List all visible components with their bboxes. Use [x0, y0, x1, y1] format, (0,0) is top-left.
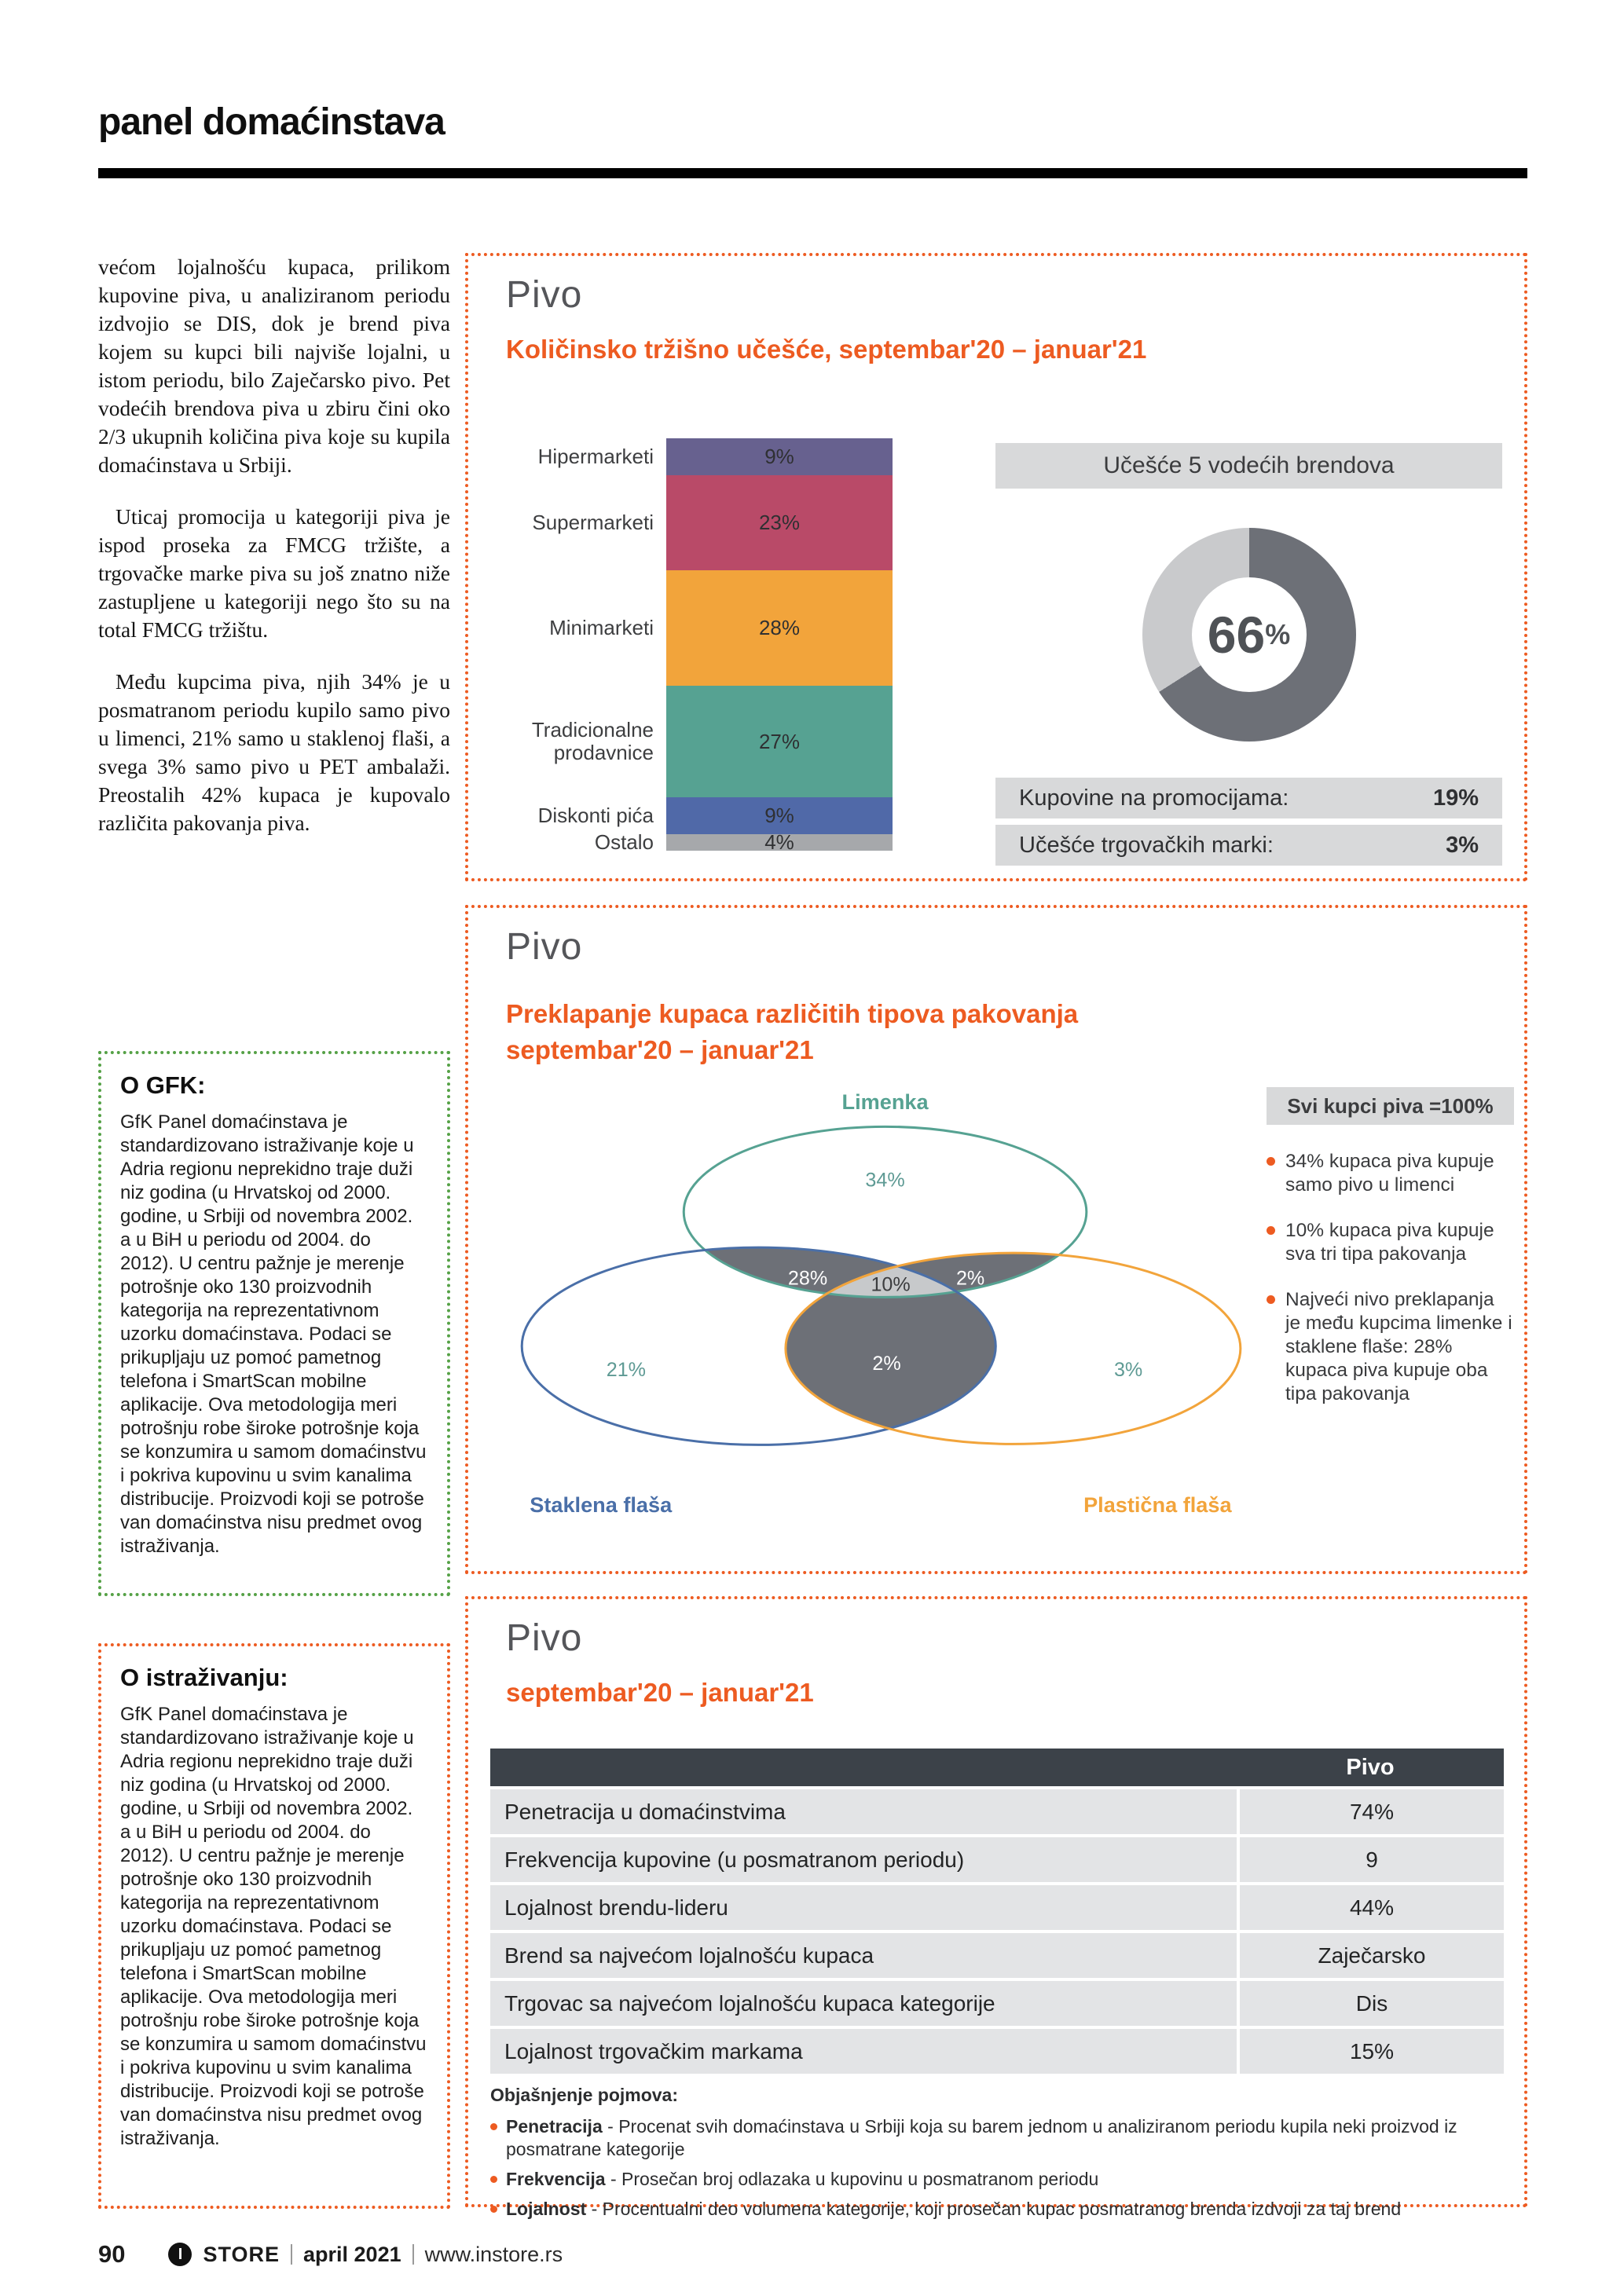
- stacked-bar-chart: [500, 438, 893, 854]
- table-row: [490, 1885, 1504, 1930]
- article-paragraph-1: većom lojalnošću kupaca, prilikom kupovine piva, u analiziranom periodu izdvojio se DIS, dok je brend piva kojem su kupci bili najviše lojalni, u istom periodu, bilo Zaječarsko pivo. Pet vodećih brendova piva u zbiru čini oko 2/3 ukupnih količina piva koje su kupila domaćinstava u Srbiji.: [98, 255, 450, 477]
- promo-purchases-label: Kupovine na promocijama:: [1019, 785, 1289, 811]
- gfk-box-body: GfK Panel domaćinstava je standardizovano istraživanje koje u Adria regionu neprekidno traje duži niz godina (u Hrvatskoj od 2000. godine, u Srbiji od novembra 2002. a u BiH u periodu od 2004. do 2012). U centru pažnje je merenje potrošnje oko 130 proizvodnih kategorija na reprezentativnom uzorku domaćinstava. Podaci se prikupljaju uz pomoć pametnog telefona i SmartScan mobilne aplikacije. Ova metodologija meri potrošnju robe široke potrošnje koja se konzumira u samom domaćinstvu i pokriva kupovinu u svim kanalima distribucije. Proizvodi koji se potroše van domaćinstva nisu predmet ovog istraživanja.: [120, 1111, 427, 1557]
- venn-legend-header: Svi kupci piva =100%: [1267, 1087, 1514, 1125]
- bar-chart-row: [500, 830, 893, 854]
- venn-legend-list: [1267, 1150, 1514, 1406]
- issue-date: april 2021: [303, 2242, 401, 2266]
- bar-category-label: Supermarketi: [532, 511, 654, 534]
- legend-item: [1267, 1288, 1514, 1406]
- table-row-value: Dis: [1240, 1981, 1504, 2026]
- bar-segment: [666, 797, 893, 834]
- bar-value-label: 4%: [764, 830, 794, 854]
- article-paragraph-3: Među kupcima piva, njih 34% je u posmatranom periodu kupilo samo pivo u limenci, 21% samo u staklenoj flaši, a svega 3% samo pivo u PET ambalaži. Preostalih 42% kupaca je kupovalo različita pakovanja piva.: [98, 669, 450, 835]
- bullet-dot-icon: [1267, 1226, 1275, 1235]
- glossary-item: [490, 2168, 1505, 2191]
- venn-value-staklena-only: 21%: [606, 1358, 647, 1381]
- bar-category-label: Ostalo: [594, 830, 654, 854]
- bar-segment: [666, 686, 893, 797]
- promo-purchases-row: [995, 778, 1502, 818]
- footer-divider: [291, 2244, 292, 2265]
- legend-item-text: 34% kupaca piva kupuje samo pivo u limenci: [1285, 1151, 1494, 1196]
- private-label-value: 3%: [1446, 832, 1479, 858]
- glossary-title: Objašnjenje pojmova:: [490, 2085, 678, 2105]
- donut-center-label: [1192, 577, 1307, 692]
- bullet-dot-icon: [490, 2176, 497, 2183]
- table-row-label: Trgovac sa najvećom lojalnošću kupaca kategorije: [490, 1981, 1237, 2026]
- bar-value-label: 23%: [758, 511, 801, 534]
- page-footer: [98, 2240, 563, 2269]
- table-header-spacer: [490, 1749, 1237, 1786]
- private-label-label: Učešće trgovačkih marki:: [1019, 832, 1274, 858]
- article-text-column: [98, 253, 450, 837]
- legend-item: [1267, 1150, 1514, 1197]
- donut-chart-wrap: [995, 528, 1502, 742]
- table-row-value: Zaječarsko: [1240, 1933, 1504, 1978]
- glossary-term: Frekvencija: [506, 2169, 606, 2189]
- glossary-definition: - Prosečan broj odlazaka u kupovinu u posmatranom periodu: [610, 2169, 1099, 2189]
- footer-divider: [412, 2244, 414, 2265]
- bar-chart-row: [500, 570, 893, 686]
- research-info-box: [98, 1643, 450, 2209]
- bar-segment: [666, 570, 893, 686]
- venn-set-label-limenka: Limenka: [841, 1089, 929, 1115]
- table-row: [490, 2029, 1504, 2074]
- table-row: [490, 1837, 1504, 1882]
- table-row-label: Brend sa najvećom lojalnošću kupaca: [490, 1933, 1237, 1978]
- bar-value-label: 9%: [764, 445, 794, 468]
- kpi-table-panel: [465, 1596, 1527, 2219]
- table-row-value: 74%: [1240, 1789, 1504, 1834]
- header-rule: [98, 168, 1527, 178]
- venn-value-limenka-plasticna: 2%: [955, 1267, 985, 1290]
- legend-item: [1267, 1219, 1514, 1266]
- bar-category-label: Tradicionalne prodavnice: [531, 718, 654, 764]
- bar-chart-row: [500, 475, 893, 570]
- promo-purchases-value: 19%: [1432, 785, 1479, 811]
- table-row-label: Lojalnost brendu-lideru: [490, 1885, 1237, 1930]
- bar-value-label: 27%: [758, 729, 801, 753]
- table-row-value: 44%: [1240, 1885, 1504, 1930]
- glossary: [490, 2085, 1505, 2228]
- bar-chart-row: [500, 438, 893, 475]
- panel3-subtitle: septembar'20 – januar'21: [506, 1678, 814, 1707]
- bar-category-label: Hipermarketi: [537, 445, 654, 468]
- table-row-value: 9: [1240, 1837, 1504, 1882]
- panel2-title: Pivo: [506, 926, 583, 968]
- table-row: [490, 1789, 1504, 1834]
- glossary-item-text: [506, 2115, 1505, 2161]
- venn-set-label-staklena: Staklena flaša: [530, 1492, 673, 1517]
- bar-category-label: Minimarketi: [549, 616, 654, 639]
- packaging-overlap-panel: [465, 905, 1527, 1574]
- table-header-row: [490, 1749, 1504, 1786]
- gfk-info-box: [98, 1051, 450, 1596]
- panel2-subtitle: [506, 996, 1078, 1068]
- table-row-label: Penetracija u domaćinstvima: [490, 1789, 1237, 1834]
- bar-chart-row: [500, 797, 893, 834]
- panel1-title: Pivo: [506, 274, 583, 316]
- table-row: [490, 1933, 1504, 1978]
- brands-share-header: Učešće 5 vodećih brendova: [995, 443, 1502, 489]
- table-row-value: 15%: [1240, 2029, 1504, 2074]
- venn-set-label-plasticna: Plastična flaša: [1083, 1492, 1232, 1517]
- glossary-item: [490, 2115, 1505, 2161]
- glossary-definition: - Procentualni deo volumena kategorije, koji prosečan kupac posmatranog brenda izdvoji za taj brend: [591, 2199, 1402, 2219]
- footer-brand-group: [168, 2243, 563, 2267]
- table-row-label: Frekvencija kupovine (u posmatranom periodu): [490, 1837, 1237, 1882]
- bar-value-label: 9%: [764, 804, 794, 827]
- legend-item-text: 10% kupaca piva kupuje sva tri tipa pakovanja: [1285, 1220, 1494, 1265]
- article-paragraph-2: Uticaj promocija u kategoriji piva je ispod proseka za FMCG tržište, a trgovačke marke piva su još znatno niže zastupljene u kategoriji nego što su na total FMCG tržištu.: [98, 504, 450, 642]
- research-box-body: GfK Panel domaćinstava je standardizovano istraživanje koje u Adria regionu neprekidno traje duži niz godina (u Hrvatskoj od 2000. godine, u Srbiji od novembra 2002. a u BiH u periodu od 2004. do 2012). U centru pažnje je merenje potrošnje oko 130 proizvodnih kategorija na reprezentativnom uzorku domaćinstava. Podaci se prikupljaju uz pomoć pametnog telefona i SmartScan mobilne aplikacije. Ova metodologija meri potrošnju robe široke potrošnje koja se konzumira u samom domaćinstvu i pokriva kupovinu u svim kanalima distribucije. Proizvodi koji se potroše van domaćinstva nisu predmet ovog istraživanja.: [120, 1704, 427, 2149]
- panel2-subtitle-line2: septembar'20 – januar'21: [506, 1035, 814, 1064]
- bullet-dot-icon: [490, 2206, 497, 2213]
- panel3-title: Pivo: [506, 1617, 583, 1659]
- bar-value-label: 28%: [758, 616, 801, 639]
- research-box-title: O istraživanju:: [120, 1664, 288, 1691]
- bullet-dot-icon: [1267, 1295, 1275, 1304]
- donut-value: 66: [1207, 606, 1266, 664]
- leading-brands-panel: [995, 443, 1502, 866]
- venn-value-plasticna-only: 3%: [1113, 1358, 1143, 1381]
- bullet-dot-icon: [490, 2123, 497, 2130]
- kpi-table: [490, 1749, 1504, 2074]
- venn-legend-panel: [1267, 1087, 1514, 1428]
- gfk-box-title: O GFK:: [120, 1071, 206, 1099]
- venn-diagram: [490, 1085, 1264, 1529]
- panel1-subtitle: Količinsko tržišno učešće, septembar'20 – januar'21: [506, 335, 1147, 364]
- venn-value-staklena-plasticna: 2%: [872, 1352, 901, 1375]
- venn-value-limenka-staklena: 28%: [787, 1267, 828, 1290]
- private-label-row: [995, 825, 1502, 866]
- panel2-subtitle-line1: Preklapanje kupaca različitih tipova pakovanja: [506, 999, 1079, 1028]
- venn-value-limenka-only: 34%: [865, 1169, 905, 1192]
- page-number: 90: [98, 2240, 126, 2268]
- brand-name: STORE: [203, 2242, 280, 2266]
- donut-chart: [1142, 528, 1356, 742]
- page-title: panel domaćinstava: [98, 101, 445, 143]
- glossary-term: Lojalnost: [506, 2199, 587, 2219]
- bar-segment: [666, 475, 893, 570]
- bar-segment: [666, 438, 893, 475]
- bar-category-label: Diskonti pića: [537, 804, 654, 827]
- table-column-header: Pivo: [1346, 1754, 1395, 1780]
- venn-value-all-three: 10%: [871, 1273, 911, 1296]
- table-row-label: Lojalnost trgovačkim markama: [490, 2029, 1237, 2074]
- glossary-term: Penetracija: [506, 2116, 603, 2137]
- instore-logo-icon: I: [168, 2243, 192, 2266]
- bullet-dot-icon: [1267, 1157, 1275, 1166]
- website-url: www.instore.rs: [424, 2242, 563, 2266]
- glossary-item-text: [506, 2168, 1098, 2191]
- glossary-item-text: [506, 2198, 1401, 2221]
- donut-percent-sign: %: [1265, 618, 1291, 650]
- table-row: [490, 1981, 1504, 2026]
- glossary-definition: - Procenat svih domaćinstava u Srbiji koja su barem jednom u analiziranom periodu kupila neki proizvod iz posmatrane kategorije: [506, 2116, 1457, 2159]
- market-share-panel: [465, 253, 1527, 881]
- bar-chart-row: [500, 686, 893, 797]
- glossary-item: [490, 2198, 1505, 2221]
- bar-segment: [666, 830, 893, 854]
- legend-item-text: Najveći nivo preklapanja je među kupcima limenke i staklene flaše: 28% kupaca piva kupuje oba tipa pakovanja: [1285, 1289, 1512, 1404]
